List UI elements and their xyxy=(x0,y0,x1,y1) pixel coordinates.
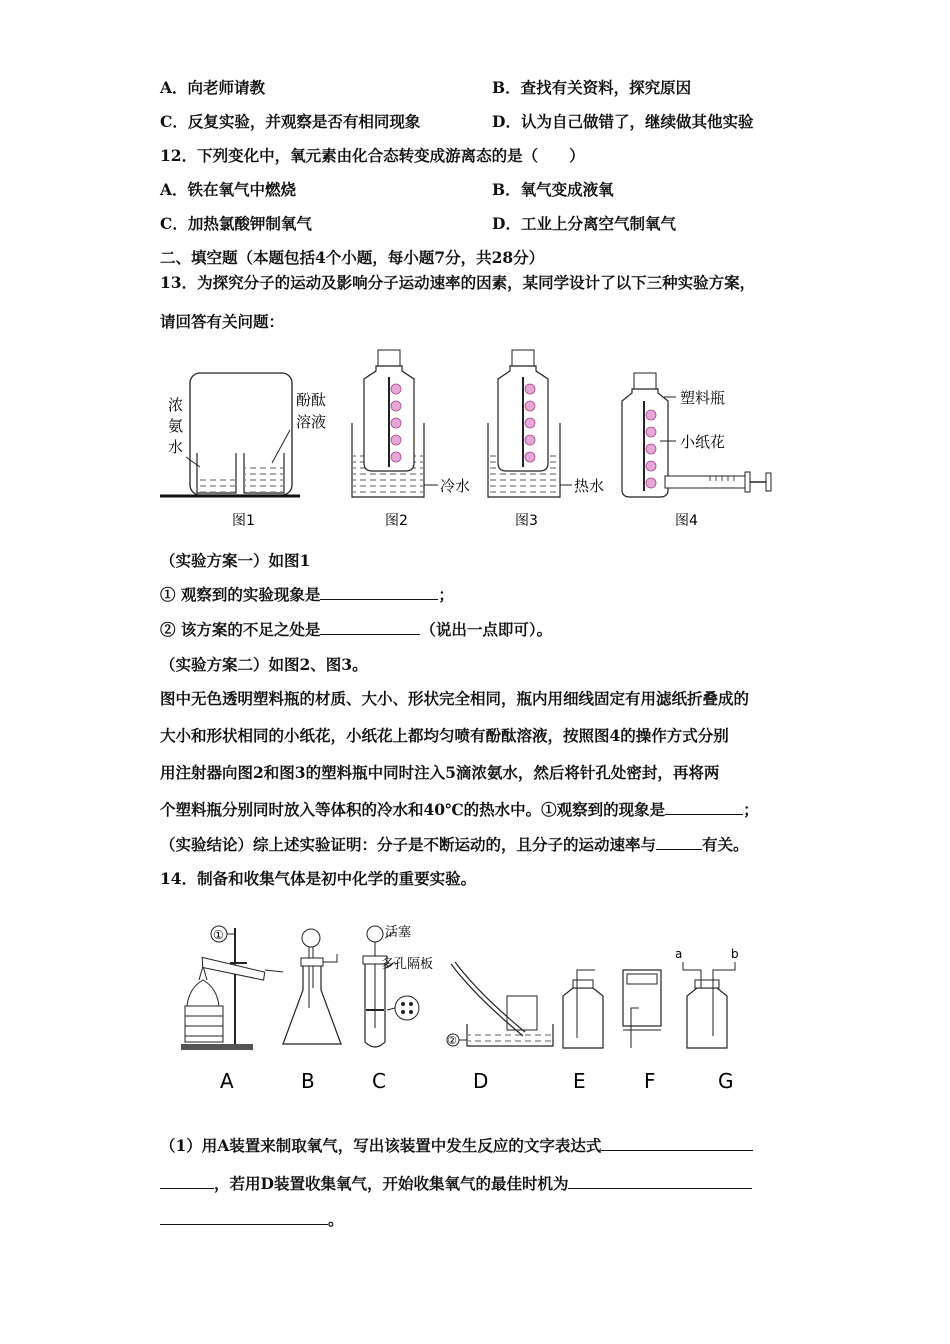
answer-blank[interactable] xyxy=(320,585,438,600)
q13-stem-line1: 13．为探究分子的运动及影响分子运动速率的因素，某同学设计了以下三种实验方案， xyxy=(160,273,756,292)
q13-figures xyxy=(160,345,800,535)
plan2-p2: 大小和形状相同的小纸花，小纸花上都均匀喷有酚酞溶液，按照图4的操作方式分别 xyxy=(160,726,729,745)
label-phenolphthalein-1: 酚酞 xyxy=(296,391,327,409)
label-shui: 水 xyxy=(168,438,184,456)
plan1-q2 xyxy=(160,620,552,640)
label-nong: 浓 xyxy=(168,396,184,414)
apparatus-label-b: B xyxy=(301,1069,315,1093)
plan1-q1-end: ； xyxy=(438,585,454,604)
q14-sub1-line1 xyxy=(160,1136,753,1156)
answer-blank[interactable] xyxy=(160,1174,214,1189)
label-porous-plate: 多孔隔板 xyxy=(381,957,434,972)
q11-option-c: C．反复实验，并观察是否有相同现象 xyxy=(160,112,421,131)
q14-sub1-a: （1）用A装置来制取氧气，写出该装置中发生反应的文字表达式 xyxy=(160,1136,602,1155)
apparatus-c xyxy=(363,926,419,1047)
apparatus-f xyxy=(623,970,661,1048)
q11-option-d: D．认为自己做错了，继续做其他实验 xyxy=(492,112,754,131)
answer-blank[interactable] xyxy=(320,620,420,635)
apparatus-label-e: E xyxy=(573,1069,586,1093)
q14-apparatus-figure xyxy=(175,918,775,1098)
apparatus-label-a: A xyxy=(220,1069,234,1093)
plan1-q1-text: ① 观察到的实验现象是 xyxy=(160,585,321,604)
label-circle-1: ① xyxy=(213,928,224,942)
apparatus-label-c: C xyxy=(372,1069,386,1093)
label-b: b xyxy=(731,947,739,961)
conclusion-text: （实验结论）综上述实验证明：分子是不断运动的，且分子的运动速率与 xyxy=(160,835,657,854)
plan2-p1: 图中无色透明塑料瓶的材质、大小、形状完全相同，瓶内用细线固定有用滤纸折叠成的 xyxy=(160,689,750,708)
caption-fig2: 图2 xyxy=(385,513,408,529)
answer-blank[interactable] xyxy=(601,1136,753,1151)
q12-option-c: C．加热氯酸钾制氧气 xyxy=(160,214,312,233)
section-heading: 二、填空题（本题包括4个小题，每小题7分，共28分） xyxy=(160,248,545,267)
label-plastic-bottle: 塑料瓶 xyxy=(680,389,726,407)
apparatus-label-f: F xyxy=(644,1069,656,1093)
q14-sub1-c: 。 xyxy=(328,1210,344,1229)
q12-option-d: D．工业上分离空气制氧气 xyxy=(492,214,676,233)
figure-2 xyxy=(352,350,438,497)
conclusion-end: 有关。 xyxy=(702,835,749,854)
plan1-q2-end: （说出一点即可）。 xyxy=(420,620,553,639)
plan2-p4 xyxy=(160,800,759,820)
q12-option-a: A．铁在氧气中燃烧 xyxy=(160,180,297,199)
caption-fig4: 图4 xyxy=(675,513,698,529)
apparatus-g xyxy=(683,962,735,1048)
apparatus-label-g: G xyxy=(718,1069,734,1093)
apparatus-label-d: D xyxy=(473,1069,489,1093)
label-circle-2: ② xyxy=(447,1034,457,1047)
label-cold-water: 冷水 xyxy=(440,477,471,495)
plan2-p3: 用注射器向图2和图3的塑料瓶中同时注入5滴浓氨水，然后将针孔处密封，再将两 xyxy=(160,763,720,782)
caption-fig1: 图1 xyxy=(232,513,255,529)
q14-sub1-line2 xyxy=(160,1174,752,1194)
q14-sub1-line3 xyxy=(160,1210,344,1230)
plan2-title: （实验方案二）如图2、图3。 xyxy=(160,655,368,674)
plan1-q1 xyxy=(160,585,454,605)
figure-3 xyxy=(488,350,572,497)
answer-blank[interactable] xyxy=(665,800,743,815)
q13-stem-line2: 请回答有关问题： xyxy=(160,312,285,331)
plan1-title: （实验方案一）如图1 xyxy=(160,551,311,570)
answer-blank[interactable] xyxy=(656,835,702,850)
plan2-p4-end: ； xyxy=(743,800,759,819)
label-a: a xyxy=(675,947,683,961)
plan2-p4-text: 个塑料瓶分别同时放入等体积的冷水和40℃的热水中。①观察到的现象是 xyxy=(160,800,666,819)
q14-sub1-b: ，若用D装置收集氧气，开始收集氧气的最佳时机为 xyxy=(214,1174,569,1193)
label-an: 氨 xyxy=(168,417,184,435)
q12-stem: 12．下列变化中，氧元素由化合态转变成游离态的是（ ） xyxy=(160,146,585,165)
apparatus-d xyxy=(447,962,553,1046)
apparatus-e xyxy=(563,970,603,1048)
q12-option-b: B．氧气变成液氧 xyxy=(492,180,614,199)
answer-blank[interactable] xyxy=(160,1210,328,1225)
apparatus-a xyxy=(181,926,283,1050)
apparatus-b xyxy=(283,929,341,1044)
q11-option-b: B．查找有关资料，探究原因 xyxy=(492,78,692,97)
q14-stem: 14．制备和收集气体是初中化学的重要实验。 xyxy=(160,869,477,888)
label-stopcock: 活塞 xyxy=(385,925,412,940)
label-paper-flower: 小纸花 xyxy=(680,433,726,451)
answer-blank[interactable] xyxy=(568,1174,752,1189)
plan1-q2-text: ② 该方案的不足之处是 xyxy=(160,620,321,639)
conclusion xyxy=(160,835,749,855)
caption-fig3: 图3 xyxy=(515,513,538,529)
label-hot-water: 热水 xyxy=(574,477,605,495)
label-phenolphthalein-2: 溶液 xyxy=(296,413,327,431)
q11-option-a: A．向老师请教 xyxy=(160,78,266,97)
